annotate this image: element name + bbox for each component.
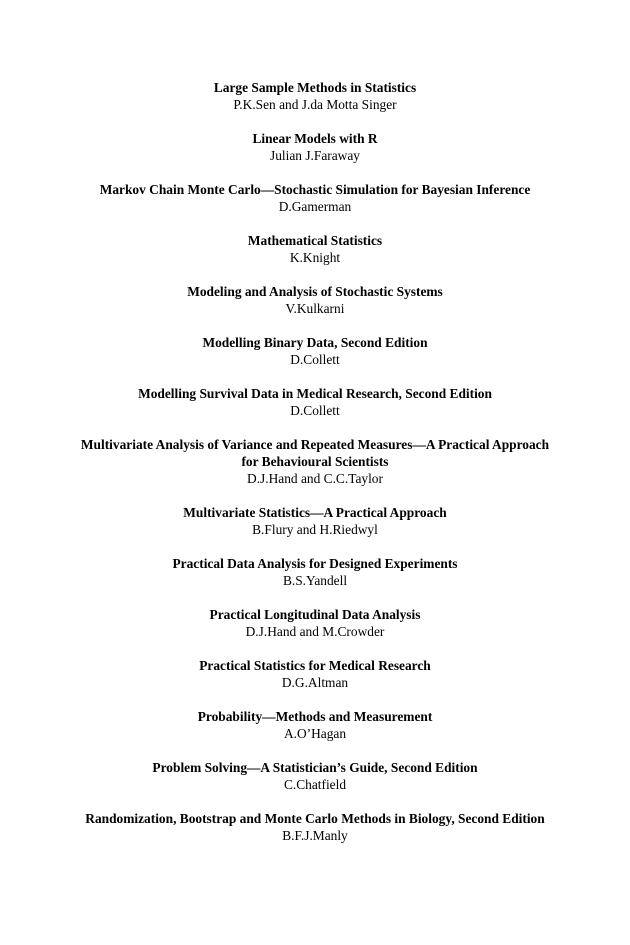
book-title: Randomization, Bootstrap and Monte Carlo Methods in Biology, Second Edition [85, 811, 545, 826]
book-author: D.G.Altman [281, 675, 349, 690]
book-entry [35, 181, 595, 215]
book-title-line-1: Multivariate Analysis of Variance and Repeated Measures—A Practical Approach [80, 437, 550, 452]
book-entry [35, 555, 595, 589]
book-author: D.J.Hand and C.C.Taylor [247, 471, 383, 486]
book-entry [35, 334, 595, 368]
book-author: V.Kulkarni [285, 301, 345, 316]
book-title: Markov Chain Monte Carlo—Stochastic Simulation for Bayesian Inference [99, 182, 531, 197]
book-entry [35, 283, 595, 317]
book-title: Problem Solving—A Statistician’s Guide, Second Edition [152, 760, 478, 775]
book-title: Modelling Survival Data in Medical Research, Second Edition [138, 386, 492, 401]
book-author: K.Knight [289, 250, 341, 265]
book-author: D.J.Hand and M.Crowder [245, 624, 385, 639]
book-entry [35, 79, 595, 113]
book-list [0, 79, 630, 861]
book-author: D.Collett [290, 352, 340, 367]
book-title-line-2: for Behavioural Scientists [241, 454, 389, 469]
book-author: D.Gamerman [278, 199, 352, 214]
book-entry [35, 708, 595, 742]
book-entry [35, 130, 595, 164]
book-author: B.F.J.Manly [282, 828, 348, 843]
book-author: B.Flury and H.Riedwyl [252, 522, 378, 537]
book-entry [35, 810, 595, 844]
book-author: B.S.Yandell [282, 573, 348, 588]
book-entry [35, 436, 595, 487]
book-author: A.O’Hagan [283, 726, 347, 741]
book-entry [35, 657, 595, 691]
book-title: Practical Statistics for Medical Research [199, 658, 431, 673]
book-title: Large Sample Methods in Statistics [213, 80, 417, 95]
book-title: Modeling and Analysis of Stochastic Systems [187, 284, 443, 299]
book-entry [35, 232, 595, 266]
book-title: Multivariate Statistics—A Practical Approach [183, 505, 447, 520]
book-author: P.K.Sen and J.da Motta Singer [233, 97, 397, 112]
book-title: Mathematical Statistics [247, 233, 383, 248]
book-author: C.Chatfield [283, 777, 347, 792]
book-entry [35, 606, 595, 640]
book-title: Linear Models with R [252, 131, 378, 146]
book-author: Julian J.Faraway [270, 148, 360, 163]
book-entry [35, 385, 595, 419]
book-entry [35, 759, 595, 793]
book-title: Practical Data Analysis for Designed Experiments [172, 556, 458, 571]
book-title: Probability—Methods and Measurement [197, 709, 433, 724]
book-title: Modelling Binary Data, Second Edition [202, 335, 428, 350]
book-title: Practical Longitudinal Data Analysis [209, 607, 421, 622]
book-author: D.Collett [290, 403, 340, 418]
book-entry [35, 504, 595, 538]
